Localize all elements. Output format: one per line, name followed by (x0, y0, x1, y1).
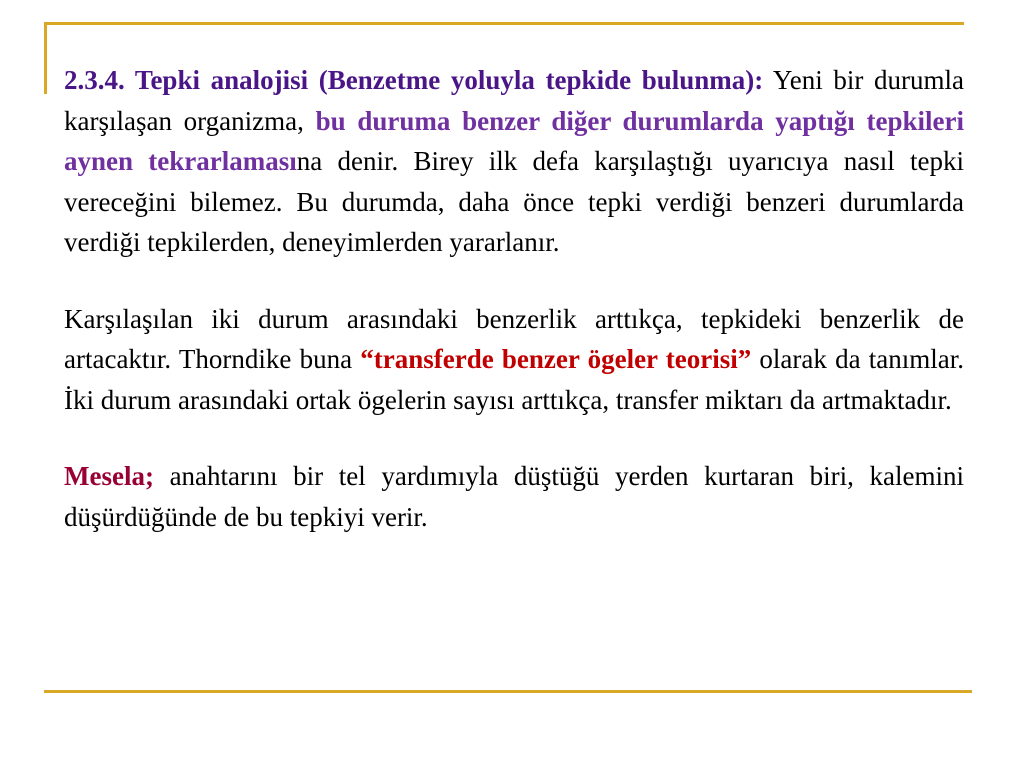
paragraph-analogy-definition (64, 60, 964, 263)
paragraph1-text-b: na denir. Birey ilk defa karşılaştığı uyarıcıya nasıl tepki vereceğini bilemez. Bu durumda, daha önce tepki verdiği benzeri durumlarda verdiği tepkilerden, deneyimlerden yararlanır. (64, 146, 964, 257)
slide-content (64, 60, 964, 537)
slide-frame-left-line (44, 22, 47, 94)
paragraph3-text: anahtarını bir tel yardımıyla düştüğü yerden kurtaran biri, kalemini düşürdüğünde de bu tepkiyi verir. (64, 461, 964, 532)
slide-frame-top-line (44, 22, 964, 25)
paragraph2-text-a: Karşılaşılan iki durum arasındaki benzerlik arttıkça, tepkideki benzerlik de artacaktır. Thorndike buna (64, 303, 964, 374)
theory-name-highlight: “transferde benzer ögeler teorisi” (360, 344, 752, 374)
slide-frame-bottom-line (44, 690, 972, 693)
example-label: Mesela; (64, 461, 154, 491)
paragraph2-text-b: olarak da tanımlar. İki durum arasındaki ortak ögelerin sayısı arttıkça, transfer miktarı da artmaktadır. (64, 344, 965, 415)
definition-highlight: bu duruma benzer diğer durumlarda yaptığı tepkileri aynen tekrarlaması (64, 105, 964, 176)
paragraph-similarity (64, 299, 964, 421)
paragraph-example (64, 456, 964, 537)
paragraph1-text-a: Yeni bir durumla karşılaşan organizma, (64, 65, 964, 136)
section-heading: 2.3.4. Tepki analojisi (Benzetme yoluyla tepkide bulunma): (64, 65, 764, 95)
